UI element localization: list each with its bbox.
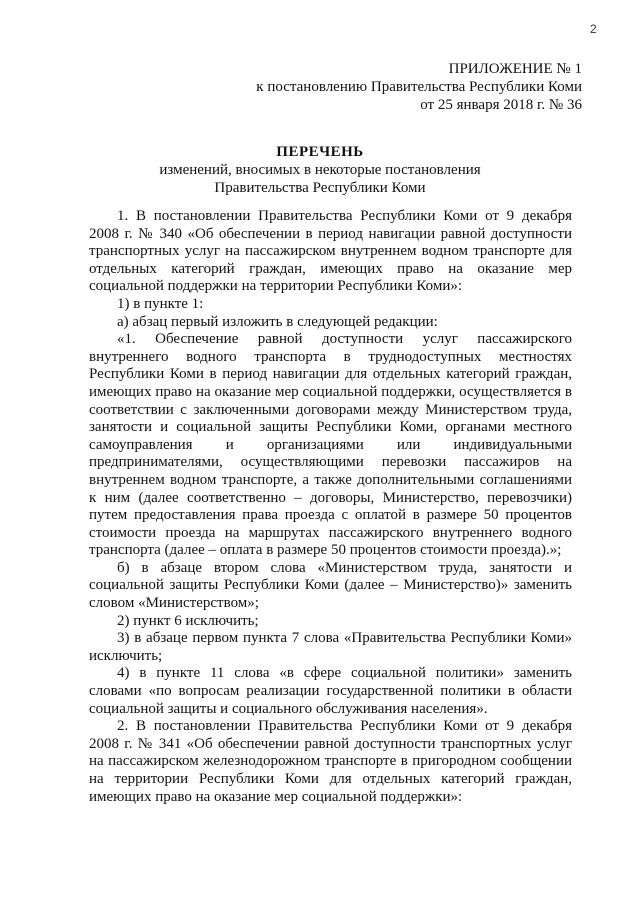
paragraph: а) абзац первый изложить в следующей редакции: [117,313,438,330]
page-number: 2 [590,22,597,36]
appendix-date: от 25 января 2018 г. № 36 [420,97,582,113]
paragraph: «1. Обеспечение равной доступности услуг пассажирского внутреннего водного транспорта в труднодоступных местностях Республики Коми в период навигации для отдельных категорий граждан, имеющих право на оказание мер социальной поддержки, осуществляется в соответствии с заключенными договорами между Министерством труда, занятости и социальной защиты Республики Коми, органами местного самоуправления и организациями или индивидуальными предпринимателями, осуществляющими перевозки пассажиров на внутреннем водном транспорте, а также дополнительными соглашениями к ним (далее соответственно – договоры, Министерство, перевозчики) путем предоставления права проезда с оплатой в размере 50 процентов стоимости проезда на маршрутах пассажирского внутреннего водного транспорта (далее – оплата в размере 50 процентов стоимости проезда).»; [89,331,572,559]
paragraph: 4) в пункте 11 слова «в сфере социальной политики» заменить словами «по вопросам реализации государственной политики в области социальной защиты и социального обслуживания населения». [89,665,572,717]
title-line-2: изменений, вносимых в некоторые постановления [159,162,481,178]
paragraph: 2) пункт 6 исключить; [117,612,259,629]
paragraph: 2. В постановлении Правительства Республики Коми от 9 декабря 2008 г. № 341 «Об обеспечении равной доступности транспортных услуг на пассажирском железнодорожном транспорте в пригородном сообщении на территории Республики Коми для отдельных категорий граждан, имеющих право на оказание мер социальной поддержки»: [89,718,572,805]
appendix-block [256,60,582,114]
document-title [0,143,640,197]
appendix-title: ПРИЛОЖЕНИЕ № 1 [448,61,582,77]
title-line-3: Правительства Республики Коми [214,180,426,196]
paragraph: 1. В постановлении Правительства Республики Коми от 9 декабря 2008 г. № 340 «Об обеспечении в период навигации равной доступности транспортных услуг на пассажирском внутреннем водном транспорте для отдельных категорий граждан, имеющих право на оказание мер социальной поддержки на территории Республики Коми»: [89,208,572,295]
title-heading: ПЕРЕЧЕНЬ [276,144,364,160]
paragraph: 3) в абзаце первом пункта 7 слова «Правительства Республики Коми» исключить; [89,630,572,664]
appendix-resolution: к постановлению Правительства Республики Коми [256,79,582,95]
paragraph: б) в абзаце втором слова «Министерством труда, занятости и социальной защиты Республики Коми (далее – Министерство)» заменить словом «Министерством»; [89,559,572,612]
document-body [89,208,572,806]
paragraph: 1) в пункте 1: [117,295,204,312]
